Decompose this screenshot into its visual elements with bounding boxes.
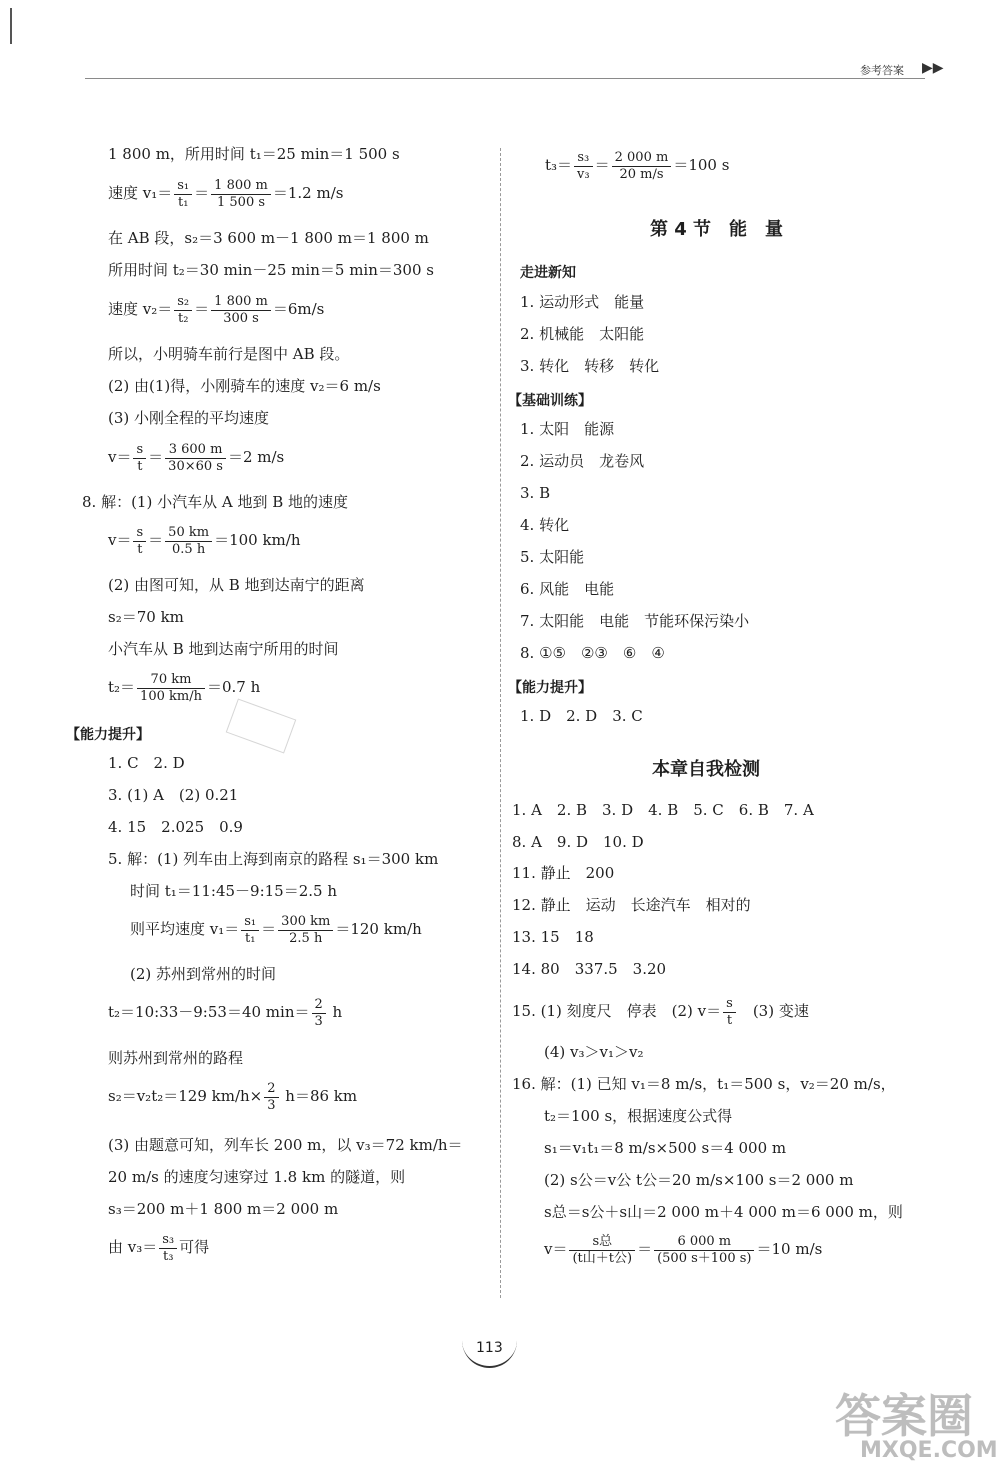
left-line-27: 20 m/s 的速度匀速穿过 1.8 km 的隧道，则 — [108, 1168, 406, 1186]
fraction: $\frac{s}{t}$ — [723, 996, 736, 1028]
left-line-16: 1. C 2. D — [108, 754, 185, 772]
left-line-21: 则平均速度 v₁＝ $\frac{\text{s₁}}{\text{t₁}}$ ＝ $\frac{300 km}{2.5 h}$ ＝120 km/h — [130, 914, 422, 946]
fraction: $\frac{2}{3}$ — [264, 1081, 278, 1113]
right-heading-new: 走进新知 — [520, 265, 576, 281]
fraction: $\frac{1 800 m}{300 s}$ — [211, 294, 271, 326]
right-line-23: t₂＝100 s，根据速度公式得 — [544, 1107, 733, 1125]
left-line-1: 1 800 m，所用时间 t₁＝25 min＝1 500 s — [108, 145, 400, 163]
left-line-9: v＝ $\frac{s}{t}$ ＝ $\frac{3 600 m}{30\times 60 s}$ ＝2 m/s — [108, 442, 285, 474]
right-heading-basic: 【基础训练】 — [508, 393, 592, 409]
fraction: $\frac{70 km}{100 km/h}$ — [137, 672, 205, 704]
fraction: $\frac{50 km}{0.5 h}$ — [165, 525, 212, 557]
fraction: $\frac{\text{s₁}}{\text{t₁}}$ — [241, 914, 259, 946]
watermark-url: MXQE.COM — [860, 1438, 998, 1463]
page-number: 113 — [476, 1340, 503, 1356]
right-line-4: 3. 转化 转移 转化 — [520, 357, 660, 375]
left-line-8: (3) 小刚全程的平均速度 — [108, 409, 270, 427]
header-rule — [85, 78, 925, 79]
left-line-6: 所以，小明骑车前行是图中 AB 段。 — [108, 345, 350, 363]
binding-mark — [10, 8, 12, 44]
fraction: $\frac{3 600 m}{30\times 60 s}$ — [165, 442, 226, 474]
right-line-16: 11. 静止 200 — [512, 864, 615, 882]
header-arrow-icon: ▶▶ — [922, 60, 944, 76]
right-line-2: 1. 运动形式 能量 — [520, 293, 645, 311]
fraction: $\frac{300 km}{2.5 h}$ — [278, 914, 333, 946]
left-line-7: (2) 由(1)得，小刚骑车的速度 v₂＝6 m/s — [108, 377, 381, 395]
left-line-14: 小汽车从 B 地到达南宁所用的时间 — [108, 640, 339, 658]
left-line-29: 由 v₃＝ $\frac{\text{s₃}}{\text{t₃}}$ 可得 — [108, 1232, 210, 1264]
right-line-27: v＝ $\frac{\text{s总}}{\text{(t山＋t公)}}$ ＝ $\frac{6 000 m}{(500 s+100 s)}$ ＝10 m/s — [544, 1234, 823, 1266]
right-line-5: 1. 太阳 能源 — [520, 420, 615, 438]
left-line-4: 所用时间 t₂＝30 min－25 min＝5 min＝300 s — [108, 261, 434, 279]
left-line-17: 3. (1) A (2) 0.21 — [108, 786, 239, 804]
left-line-20: 时间 t₁＝11:45－9:15＝2.5 h — [130, 882, 338, 900]
fraction: $\frac{\text{s₃}}{\text{v₃}}$ — [574, 150, 593, 182]
left-line-24: 则苏州到常州的路程 — [108, 1049, 244, 1067]
left-line-22: (2) 苏州到常州的时间 — [130, 965, 277, 983]
left-line-28: s₃＝200 m＋1 800 m＝2 000 m — [108, 1200, 339, 1218]
left-line-25: s₂＝v₂t₂＝129 km/h× $\frac{2}{3}$ h＝86 km — [108, 1081, 358, 1113]
right-line-6: 2. 运动员 龙卷风 — [520, 452, 645, 470]
right-line-25: (2) s公＝v公 t公＝20 m/s×100 s＝2 000 m — [544, 1171, 854, 1189]
right-line-7: 3. B — [520, 484, 551, 502]
right-line-10: 6. 风能 电能 — [520, 580, 615, 598]
right-line-21: (4) v₃＞v₁＞v₂ — [544, 1043, 644, 1061]
left-line-11: v＝ $\frac{s}{t}$ ＝ $\frac{50 km}{0.5 h}$ ＝100 km/h — [108, 525, 301, 557]
right-line-26: s总＝s公＋s山＝2 000 m＋4 000 m＝6 000 m，则 — [544, 1203, 903, 1221]
fraction: $\frac{s}{t}$ — [133, 442, 146, 474]
left-line-26: (3) 由题意可知，列车长 200 m，以 v₃＝72 km/h＝ — [108, 1136, 463, 1154]
right-line-18: 13. 15 18 — [512, 928, 594, 946]
right-line-19: 14. 80 337.5 3.20 — [512, 960, 667, 978]
right-line-14: 1. A 2. B 3. D 4. B 5. C 6. B 7. A — [512, 801, 814, 819]
right-line-15: 8. A 9. D 10. D — [512, 833, 644, 851]
fraction: $\frac{2}{3}$ — [312, 997, 326, 1029]
fraction: $\frac{6 000 m}{(500 s+100 s)}$ — [654, 1234, 754, 1266]
right-heading-ability: 【能力提升】 — [508, 680, 592, 696]
right-line-17: 12. 静止 运动 长途汽车 相对的 — [512, 896, 751, 914]
right-line-20: 15. (1) 刻度尺 停表 (2) v＝ $\frac{s}{t}$ (3) 变速 — [512, 996, 809, 1028]
column-divider — [500, 148, 501, 1298]
watermark-logo: 答案圈 — [835, 1389, 973, 1443]
left-line-15: t₂＝ $\frac{70 km}{100 km/h}$ ＝0.7 h — [108, 672, 261, 704]
right-line-9: 5. 太阳能 — [520, 548, 585, 566]
section-title-energy: 第 4 节 能 量 — [650, 219, 784, 240]
stamp-mark — [226, 698, 297, 753]
left-heading-ability: 【能力提升】 — [66, 727, 150, 743]
left-line-23: t₂＝10:33－9:53＝40 min＝ $\frac{2}{3}$ h — [108, 997, 343, 1029]
right-line-24: s₁＝v₁t₁＝8 m/s×500 s＝4 000 m — [544, 1139, 787, 1157]
right-line-13: 1. D 2. D 3. C — [520, 707, 643, 725]
left-line-19: 5. 解：(1) 列车由上海到南京的路程 s₁＝300 km — [108, 850, 439, 868]
fraction: $\frac{1 800 m}{1 500 s}$ — [211, 178, 271, 210]
fraction: $\frac{\text{s₂}}{\text{t₂}}$ — [174, 294, 192, 326]
right-line-12: 8. ①⑤ ②③ ⑥ ④ — [520, 644, 665, 662]
fraction: $\frac{\text{s₃}}{\text{t₃}}$ — [159, 1232, 177, 1264]
right-line-11: 7. 太阳能 电能 节能环保污染小 — [520, 612, 750, 630]
left-line-2: 速度 v₁＝ $\frac{\text{s₁}}{\text{t₁}}$ ＝ $\frac{1 800 m}{1 500 s}$ ＝1.2 m/s — [108, 178, 344, 210]
right-line-3: 2. 机械能 太阳能 — [520, 325, 645, 343]
right-line-22: 16. 解：(1) 已知 v₁＝8 m/s，t₁＝500 s，v₂＝20 m/s， — [512, 1075, 896, 1093]
fraction: $\frac{\text{s₁}}{\text{t₁}}$ — [174, 178, 192, 210]
left-line-3: 在 AB 段，s₂＝3 600 m－1 800 m＝1 800 m — [108, 229, 429, 247]
header-label: 参考答案 — [860, 64, 904, 77]
left-line-5: 速度 v₂＝ $\frac{\text{s₂}}{\text{t₂}}$ ＝ $\frac{1 800 m}{300 s}$ ＝6m/s — [108, 294, 325, 326]
section-title-selftest: 本章自我检测 — [652, 759, 760, 780]
fraction: $\frac{\text{s总}}{\text{(t山＋t公)}}$ — [569, 1234, 635, 1266]
left-line-10: 8. 解：(1) 小汽车从 A 地到 B 地的速度 — [82, 493, 349, 511]
left-line-13: s₂＝70 km — [108, 608, 184, 626]
fraction: $\frac{s}{t}$ — [133, 525, 146, 557]
left-line-12: (2) 由图可知，从 B 地到达南宁的距离 — [108, 576, 365, 594]
right-line-8: 4. 转化 — [520, 516, 570, 534]
right-line-1: t₃＝ $\frac{\text{s₃}}{\text{v₃}}$ ＝ $\frac{2 000 m}{20 m/s}$ ＝100 s — [545, 150, 730, 182]
fraction: $\frac{2 000 m}{20 m/s}$ — [612, 150, 672, 182]
left-line-18: 4. 15 2.025 0.9 — [108, 818, 243, 836]
